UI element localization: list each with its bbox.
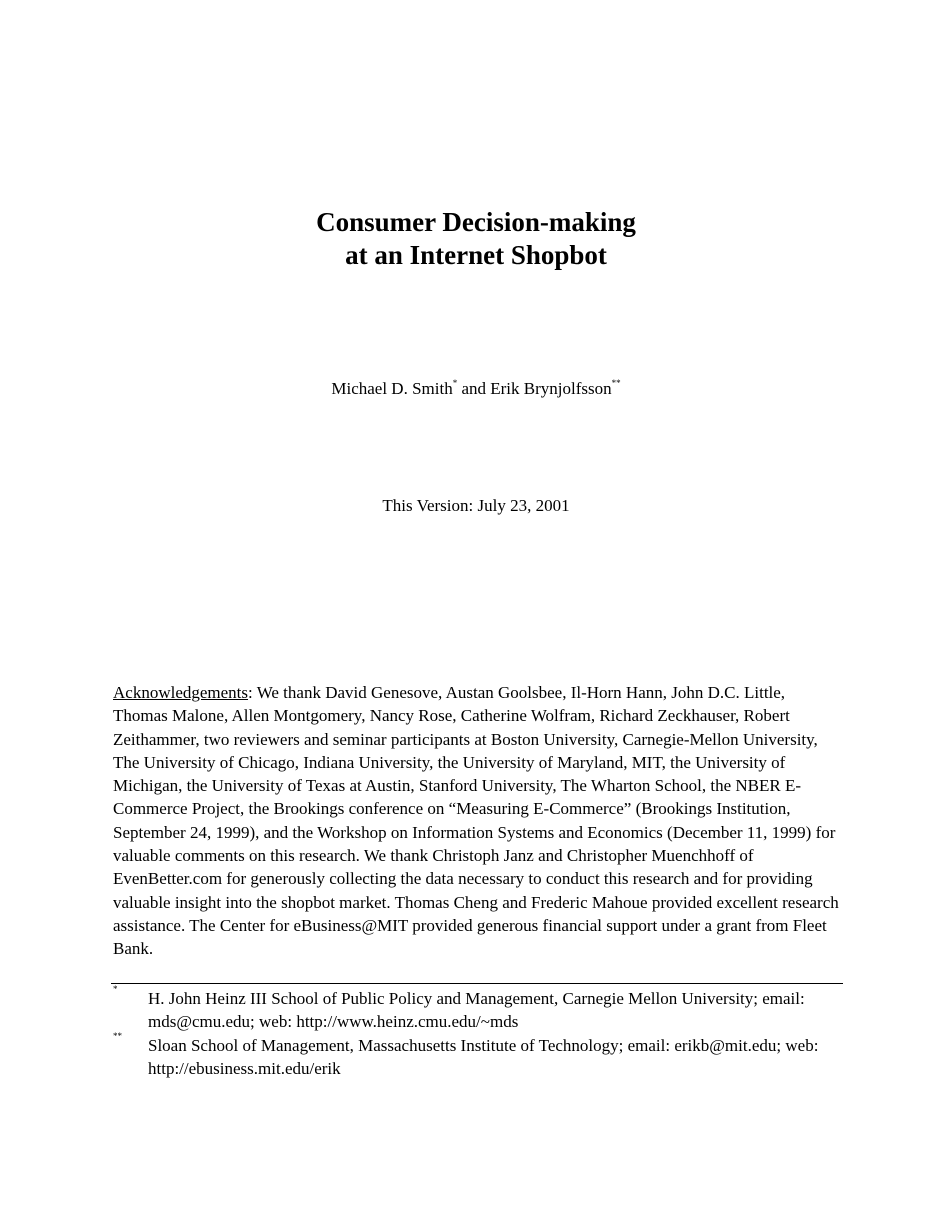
acknowledgements-paragraph xyxy=(113,681,843,961)
footnote-2-text: Sloan School of Management, Massachusetts Institute of Technology; email: erikb@mit.edu; web: http://ebusiness.mit.edu/erik xyxy=(148,1035,819,1078)
footnotes xyxy=(113,984,843,1080)
version-date: This Version: July 23, 2001 xyxy=(382,496,570,515)
footnote-1 xyxy=(113,984,843,1034)
acknowledgements-label: Acknowledgements xyxy=(113,683,249,702)
author-line xyxy=(0,377,952,401)
footnote-1-text: H. John Heinz III School of Public Policy and Management, Carnegie Mellon University; email: mds@cmu.edu; web: http://www.heinz.cmu.edu/~mds xyxy=(148,989,805,1032)
author-name-2: Erik Brynjolfsson xyxy=(490,379,612,398)
author-2-footnote-mark: ** xyxy=(611,378,621,388)
footnote-2-mark: ** xyxy=(113,1030,122,1041)
footnote-1-mark: * xyxy=(113,984,118,994)
author-name-1: Michael D. Smith xyxy=(331,379,453,398)
paper-title-line-1: Consumer Decision-making xyxy=(316,207,636,237)
paper-title xyxy=(0,206,952,272)
author-conjunction: and xyxy=(457,379,491,398)
footnote-divider xyxy=(111,983,843,984)
paper-title-line-2: at an Internet Shopbot xyxy=(345,240,607,270)
author-1-footnote-mark: * xyxy=(452,378,458,388)
acknowledgements-text: : We thank David Genesove, Austan Goolsbee, Il-Horn Hann, John D.C. Little, Thomas Malone, Allen Montgomery, Nancy Rose, Catherine Wolfram, Richard Zeckhauser, Robert Zeithammer, two reviewers and seminar participants at Boston University, Carnegie-Mellon University, The University of Chicago, Indiana University, the University of Maryland, MIT, the University of Michigan, the University of Texas at Austin, Stanford University, The Wharton School, the NBER E-Commerce Project, the Brookings conference on “Measuring E-Commerce” (Brookings Institution, September 24, 1999), and the Workshop on Information Systems and Economics (December 11, 1999) for valuable comments on this research. We thank Christoph Janz and Christopher Muenchhoff of EvenBetter.com for generously collecting the data necessary to conduct this research and for providing valuable insight into the shopbot market. Thomas Cheng and Frederic Mahoue provided excellent research assistance. The Center for eBusiness@MIT provided generous financial support under a grant from Fleet Bank. xyxy=(113,683,839,959)
footnote-2 xyxy=(113,1030,843,1081)
